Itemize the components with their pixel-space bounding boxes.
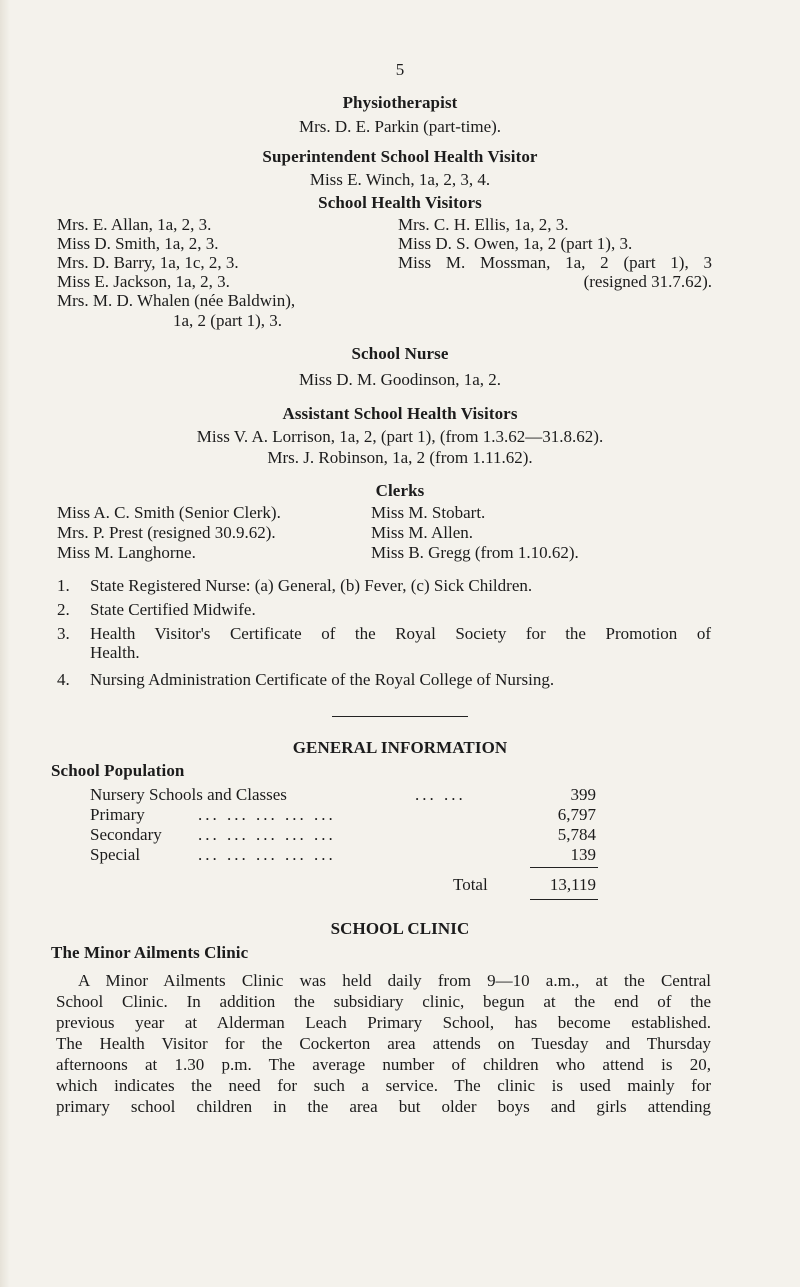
population-row-label: Secondary xyxy=(90,825,162,844)
clerk-entry: Miss M. Allen. xyxy=(371,523,474,542)
leader-dots: ... ... ... ... ... xyxy=(198,845,336,864)
qualification-text: Health Visitor's Certificate of the Royal Society for the Promotion of xyxy=(90,624,711,643)
clinic-paragraph-line: previous year at Alderman Leach Primary School, has become established. xyxy=(56,1013,711,1032)
section-divider xyxy=(332,716,468,717)
clerk-entry: Mrs. P. Prest (resigned 30.9.62). xyxy=(57,523,276,542)
clerk-entry: Miss B. Gregg (from 1.10.62). xyxy=(371,543,579,562)
health-visitor-entry: Miss E. Jackson, 1a, 2, 3. xyxy=(57,272,230,291)
clinic-paragraph-line: primary school children in the area but older boys and girls attending xyxy=(56,1097,711,1116)
clinic-paragraph-line: School Clinic. In addition the subsidiary clinic, begun at the end of the xyxy=(56,992,711,1011)
physiotherapist-name: Mrs. D. E. Parkin (part-time). xyxy=(298,117,502,136)
clerks-heading: Clerks xyxy=(375,481,425,500)
qualification-number: 2. xyxy=(57,600,70,619)
leader-dots: ... ... xyxy=(415,785,466,804)
health-visitor-entry: Miss D. S. Owen, 1a, 2 (part 1), 3. xyxy=(398,234,633,253)
leader-dots: ... ... ... ... ... xyxy=(198,805,336,824)
health-visitor-entry-continued: 1a, 2 (part 1), 3. xyxy=(173,311,283,330)
total-label: Total xyxy=(453,875,488,894)
population-row-value: 139 xyxy=(570,845,596,864)
superintendent-name: Miss E. Winch, 1a, 2, 3, 4. xyxy=(309,170,491,189)
qualification-number: 4. xyxy=(57,670,70,689)
health-visitor-entry: Mrs. E. Allan, 1a, 2, 3. xyxy=(57,215,212,234)
clinic-paragraph-line: which indicates the need for such a service. The clinic is used mainly for xyxy=(56,1076,711,1095)
qualification-text: State Registered Nurse: (a) General, (b) Fever, (c) Sick Children. xyxy=(90,576,533,595)
clinic-paragraph-line: A Minor Ailments Clinic was held daily from 9—10 a.m., at the Central xyxy=(78,971,711,990)
population-row-label: Primary xyxy=(90,805,145,824)
leader-dots: ... ... ... ... ... xyxy=(198,825,336,844)
health-visitor-entry: Mrs. M. D. Whalen (née Baldwin), xyxy=(57,291,296,310)
page-number: 5 xyxy=(395,60,405,79)
assistant-visitor-entry: Miss V. A. Lorrison, 1a, 2, (part 1), (from 1.3.62—31.8.62). xyxy=(196,427,604,446)
qualification-number: 3. xyxy=(57,624,70,643)
population-row-value: 399 xyxy=(570,785,596,804)
general-information-heading: GENERAL INFORMATION xyxy=(292,738,508,757)
population-row-value: 6,797 xyxy=(557,805,596,824)
qualification-text: Nursing Administration Certificate of the Royal College of Nursing. xyxy=(90,670,555,689)
school-clinic-heading: SCHOOL CLINIC xyxy=(330,919,470,938)
qualification-text: State Certified Midwife. xyxy=(90,600,256,619)
physiotherapist-heading: Physiotherapist xyxy=(342,93,458,112)
school-population-subheading: School Population xyxy=(51,761,185,780)
assistant-visitors-heading: Assistant School Health Visitors xyxy=(282,404,518,423)
health-visitor-entry-continued: (resigned 31.7.62). xyxy=(583,272,712,291)
total-rule-top xyxy=(530,867,598,868)
qualification-number: 1. xyxy=(57,576,70,595)
population-row-label: Nursery Schools and Classes xyxy=(90,785,287,804)
clinic-paragraph-line: afternoons at 1.30 p.m. The average number of children who attend is 20, xyxy=(56,1055,711,1074)
clinic-paragraph-line: The Health Visitor for the Cockerton area attends on Tuesday and Thursday xyxy=(56,1034,711,1053)
health-visitor-entry: Mrs. C. H. Ellis, 1a, 2, 3. xyxy=(398,215,569,234)
health-visitor-entry: Miss M. Mossman, 1a, 2 (part 1), 3 xyxy=(398,253,712,272)
qualification-text-continued: Health. xyxy=(90,643,140,662)
population-row-value: 5,784 xyxy=(557,825,596,844)
total-rule-bottom xyxy=(530,899,598,900)
clerk-entry: Miss M. Langhorne. xyxy=(57,543,196,562)
clerk-entry: Miss M. Stobart. xyxy=(371,503,486,522)
school-nurse-heading: School Nurse xyxy=(351,344,449,363)
health-visitor-entry: Mrs. D. Barry, 1a, 1c, 2, 3. xyxy=(57,253,239,272)
minor-ailments-subheading: The Minor Ailments Clinic xyxy=(51,943,249,962)
school-nurse-name: Miss D. M. Goodinson, 1a, 2. xyxy=(298,370,502,389)
superintendent-heading: Superintendent School Health Visitor xyxy=(262,147,538,166)
health-visitor-entry: Miss D. Smith, 1a, 2, 3. xyxy=(57,234,219,253)
assistant-visitor-entry: Mrs. J. Robinson, 1a, 2 (from 1.11.62). xyxy=(267,448,533,467)
total-value: 13,119 xyxy=(549,875,596,894)
health-visitors-heading: School Health Visitors xyxy=(318,193,482,212)
clerk-entry: Miss A. C. Smith (Senior Clerk). xyxy=(57,503,281,522)
population-row-label: Special xyxy=(90,845,141,864)
